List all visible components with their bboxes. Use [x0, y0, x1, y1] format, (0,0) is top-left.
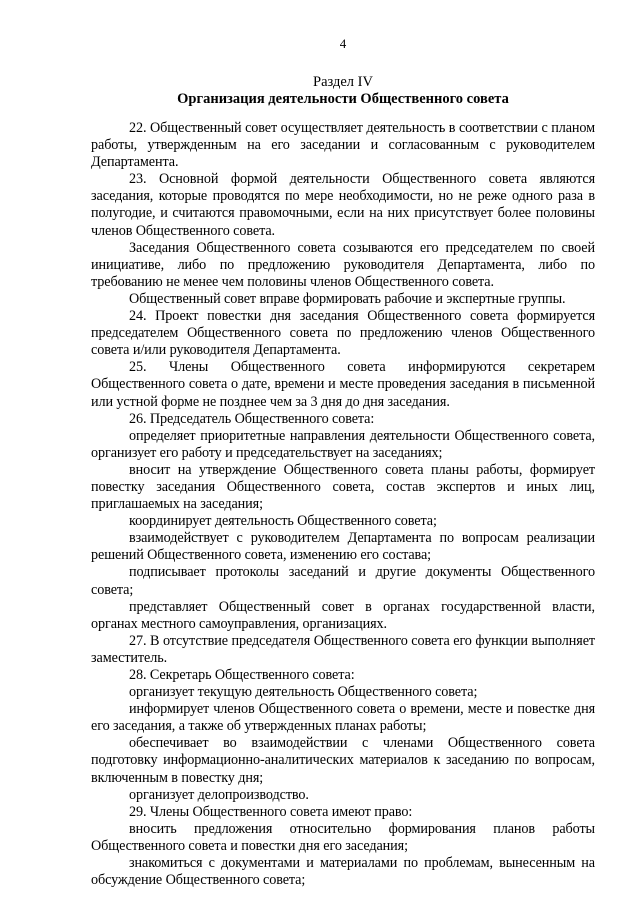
paragraph: вносить предложения относительно формирования планов работы Общественного совета и повестки дня его заседания; [91, 820, 595, 854]
page-number: 4 [339, 36, 347, 51]
paragraph: 27. В отсутствие председателя Общественного совета его функции выполняет заместитель. [91, 632, 595, 666]
paragraph: подписывает протоколы заседаний и другие документы Общественного совета; [91, 564, 595, 598]
paragraph: взаимодействует с руководителем Департамента по вопросам реализации решений Общественного совета, изменению его состава; [91, 530, 595, 564]
paragraph: обеспечивает во взаимодействии с членами Общественного совета подготовку информационно-аналитических материалов к заседанию по вопросам, включенным в повестку дня; [91, 735, 595, 786]
paragraph: 29. Члены Общественного совета имеют право: [129, 803, 413, 820]
paragraph: определяет приоритетные направления деятельности Общественного совета, организует его работу и председательствует на заседаниях; [91, 427, 595, 461]
paragraph: 23. Основной формой деятельности Общественного совета являются заседания, которые проводятся по мере необходимости, но не реже одного раза в полугодие, и считаются правомочными, если на них присутствует более половины членов Общественного совета. [91, 171, 595, 239]
paragraph: вносит на утверждение Общественного совета планы работы, формирует повестку заседания Общественного совета, состав экспертов и иных лиц, приглашаемых на заседания; [91, 461, 595, 513]
section-label: Раздел IV [313, 74, 373, 90]
paragraph: 22. Общественный совет осуществляет деятельность в соответствии с планом работы, утвержденным на его заседании и согласованным с руководителем Департамента. [91, 120, 595, 171]
paragraph: организует делопроизводство. [129, 786, 309, 803]
paragraph: Общественный совет вправе формировать рабочие и экспертные группы. [129, 290, 566, 307]
paragraph: представляет Общественный совет в органах государственной власти, органах местного самоуправления, организациях. [91, 598, 595, 632]
paragraph: 24. Проект повестки дня заседания Общественного совета формируется председателем Общественного совета по предложению членов Общественного совета и/или руководителя Департамента. [91, 308, 595, 359]
paragraph: информирует членов Общественного совета о времени, месте и повестке дня его заседания, а также об утвержденных планах работы; [91, 701, 595, 735]
paragraph: организует текущую деятельность Общественного совета; [129, 684, 478, 701]
paragraph: Заседания Общественного совета созываются его председателем по своей инициативе, либо по предложению руководителя Департамента, либо по требованию не менее чем половины членов Общественного совета. [91, 239, 595, 290]
section-title: Организация деятельности Общественного совета [177, 91, 509, 107]
paragraph: знакомиться с документами и материалами по проблемам, вынесенным на обсуждение Общественного совета; [91, 855, 595, 889]
paragraph: 26. Председатель Общественного совета: [129, 410, 375, 427]
paragraph: 25. Члены Общественного совета информируются секретарем Общественного совета о дате, времени и месте проведения заседания в письменной или устной форме не позднее чем за 3 дня до дня заседания. [91, 359, 595, 410]
paragraph: 28. Секретарь Общественного совета: [129, 667, 355, 683]
document-page [91, 36, 595, 889]
document-body [91, 120, 595, 889]
paragraph: координирует деятельность Общественного совета; [129, 513, 437, 530]
